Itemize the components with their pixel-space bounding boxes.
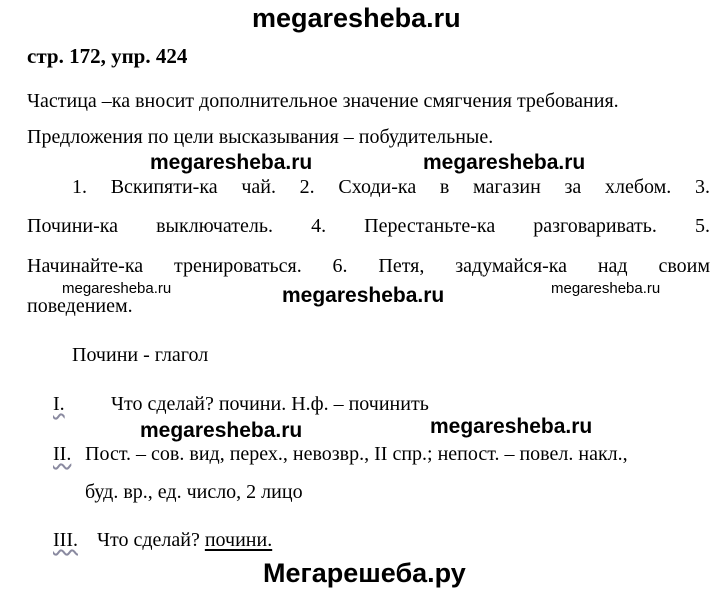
page-heading: стр. 172, упр. 424 [27, 44, 188, 68]
analysis-title: Почини - глагол [72, 344, 209, 366]
watermark-mid-lower-right: megaresheba.ru [430, 415, 593, 438]
paragraph-particle: Частица –ка вносит дополнительное значение смягчения требования. [27, 90, 619, 112]
watermark-mid-center: megaresheba.ru [282, 284, 445, 307]
watermark-small-left: megaresheba.ru [62, 280, 172, 297]
analysis-point-iii-number: III. [53, 529, 78, 551]
watermark-top: megaresheba.ru [252, 3, 461, 33]
watermark-small-right: megaresheba.ru [551, 280, 661, 297]
analysis-point-ii-text-continued: буд. вр., ед. число, 2 лицо [85, 481, 303, 503]
sentence-line-2: Почини-ка выключатель. 4. Перестаньте-ка разговаривать. 5. [27, 215, 710, 237]
analysis-point-i-number: I. [53, 393, 65, 415]
watermark-mid-left: megaresheba.ru [150, 151, 313, 174]
analysis-point-iii-word: почини. [204, 529, 273, 551]
sentence-line-1: 1. Вскипяти-ка чай. 2. Сходи-ка в магазин за хлебом. 3. [72, 176, 710, 198]
analysis-point-ii-number: II. [53, 443, 72, 465]
paragraph-sentence-type: Предложения по цели высказывания – побудительные. [27, 126, 494, 148]
watermark-bottom: Мегарешеба.ру [263, 558, 466, 588]
watermark-mid-lower-left: megaresheba.ru [140, 419, 303, 442]
sentence-line-4: поведением. [27, 295, 133, 317]
analysis-point-iii-question: Что сделай? [97, 529, 200, 551]
analysis-point-ii-text: Пост. – сов. вид, перех., невозвр., II спр.; непост. – повел. накл., [85, 443, 628, 465]
sentence-line-3: Начинайте-ка тренироваться. 6. Петя, задумайся-ка над своим [27, 255, 710, 277]
watermark-mid-right: megaresheba.ru [423, 151, 586, 174]
analysis-point-i-text: Что сделай? почини. Н.ф. – починить [111, 393, 429, 415]
analysis-point-iii-text [97, 529, 272, 552]
